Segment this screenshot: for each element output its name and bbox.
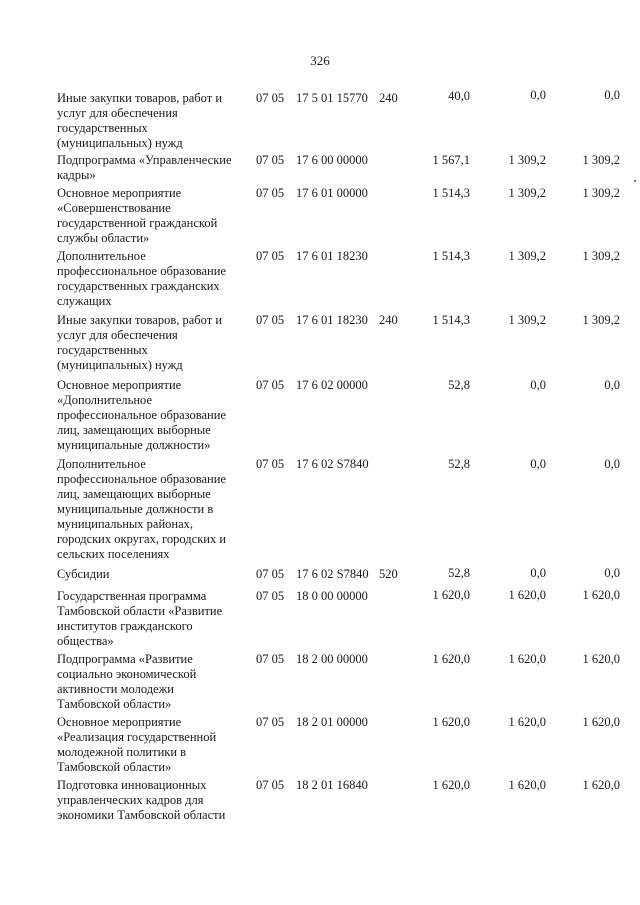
row-v2021: 1 620,0: [432, 778, 470, 792]
row-v2023: 1 620,0: [582, 778, 620, 792]
row-name-line: муниципальных районах,: [57, 517, 194, 531]
row-name: [57, 249, 249, 309]
row-v2022: 1 620,0: [508, 652, 546, 666]
row-name: [57, 153, 249, 183]
row-name-line: управленческих кадров для: [57, 793, 204, 807]
row-name-line: Иные закупки товаров, работ и: [57, 313, 223, 327]
row-name-line: Дополнительное: [57, 249, 146, 263]
row-v2023: 0,0: [604, 457, 620, 471]
row-section: 07 05: [256, 457, 285, 471]
row-name: [57, 313, 249, 373]
row-target: 17 6 01 18230: [296, 313, 368, 327]
row-target: 17 6 01 18230: [296, 249, 368, 263]
row-name-line: служащих: [57, 294, 112, 308]
row-name-line: общества»: [57, 634, 114, 648]
edge-mark: [634, 180, 636, 182]
row-name-line: сельских поселениях: [57, 547, 170, 561]
row-section: 07 05: [256, 652, 285, 666]
row-v2021: 52,8: [448, 566, 470, 580]
row-v2023: 0,0: [604, 88, 620, 102]
row-name: [57, 186, 249, 246]
row-v2021: 1 514,3: [432, 249, 470, 263]
row-section: 07 05: [256, 91, 285, 105]
row-name-line: услуг для обеспечения: [57, 328, 178, 342]
row-name: [57, 778, 249, 823]
row-name-line: Подпрограмма «Развитие: [57, 652, 193, 666]
row-name-line: муниципальные должности в: [57, 502, 214, 516]
row-name-line: профессиональное образование: [57, 408, 226, 422]
row-v2023: 0,0: [604, 378, 620, 392]
row-section: 07 05: [256, 567, 285, 581]
row-name-line: государственной гражданской: [57, 216, 218, 230]
row-v2021: 40,0: [448, 89, 470, 103]
row-name-line: профессиональное образование: [57, 472, 226, 486]
row-name-line: Основное мероприятие: [57, 715, 182, 729]
row-section: 07 05: [256, 153, 285, 167]
row-v2021: 1 620,0: [432, 588, 470, 602]
row-v2021: 1 620,0: [432, 715, 470, 729]
row-v2023: 1 309,2: [582, 313, 620, 327]
row-target: 17 6 00 00000: [296, 153, 368, 167]
row-v2022: 1 309,2: [508, 249, 546, 263]
row-name-line: профессиональное образование: [57, 264, 226, 278]
row-name-line: «Реализация государственной: [57, 730, 217, 744]
row-v2022: 0,0: [530, 566, 546, 580]
row-section: 07 05: [256, 778, 285, 792]
row-name: [57, 457, 249, 562]
row-target: 18 2 01 16840: [296, 778, 368, 792]
row-target: 17 6 02 S7840: [296, 567, 369, 581]
row-name-line: Тамбовской области»: [57, 760, 172, 774]
row-name-line: муниципальные должности»: [57, 438, 211, 452]
row-v2022: 0,0: [530, 88, 546, 102]
row-name-line: (муниципальных) нужд: [57, 358, 183, 372]
row-name-line: Государственная программа: [57, 589, 207, 603]
row-name-line: городских округах, городских и: [57, 532, 227, 546]
row-kind: 240: [379, 313, 398, 327]
row-name-line: государственных: [57, 343, 148, 357]
row-section: 07 05: [256, 589, 285, 603]
row-v2023: 1 309,2: [582, 249, 620, 263]
row-v2023: 1 309,2: [582, 153, 620, 167]
row-name-line: лиц, замещающих выборные: [57, 423, 211, 437]
row-target: 18 2 00 00000: [296, 652, 368, 666]
row-section: 07 05: [256, 186, 285, 200]
row-name-line: кадры»: [57, 168, 96, 182]
row-name: [57, 378, 249, 453]
row-v2021: 1 514,3: [432, 186, 470, 200]
row-v2021: 1 567,1: [432, 153, 470, 167]
row-name-line: (муниципальных) нужд: [57, 136, 183, 150]
row-v2022: 1 620,0: [508, 778, 546, 792]
row-v2021: 1 620,0: [432, 652, 470, 666]
row-name-line: «Совершенствование: [57, 201, 171, 215]
row-name: [57, 652, 249, 712]
row-name-line: экономики Тамбовской области: [57, 808, 226, 822]
row-section: 07 05: [256, 715, 285, 729]
row-name-line: Подготовка инновационных: [57, 778, 207, 792]
row-name-line: социально экономической: [57, 667, 197, 681]
row-section: 07 05: [256, 313, 285, 327]
row-name-line: Основное мероприятие: [57, 186, 182, 200]
row-v2023: 1 620,0: [582, 652, 620, 666]
row-v2022: 0,0: [530, 378, 546, 392]
row-name: [57, 715, 249, 775]
row-name-line: государственных: [57, 121, 148, 135]
row-v2021: 52,8: [448, 378, 470, 392]
row-name-line: активности молодежи: [57, 682, 174, 696]
row-name-line: лиц, замещающих выборные: [57, 487, 211, 501]
row-name-line: службы области»: [57, 231, 150, 245]
row-v2022: 1 309,2: [508, 186, 546, 200]
row-name-line: государственных гражданских: [57, 279, 220, 293]
row-name-line: молодежной политики в: [57, 745, 187, 759]
row-kind: 240: [379, 91, 398, 105]
row-v2023: 1 620,0: [582, 715, 620, 729]
row-name-line: «Дополнительное: [57, 393, 153, 407]
row-name-line: институтов гражданского: [57, 619, 193, 633]
row-v2021: 52,8: [448, 457, 470, 471]
row-v2022: 0,0: [530, 457, 546, 471]
row-name-line: Подпрограмма «Управленческие: [57, 153, 232, 167]
row-target: 17 6 01 00000: [296, 186, 368, 200]
row-target: 18 2 01 00000: [296, 715, 368, 729]
row-name-line: Тамбовской области «Развитие: [57, 604, 223, 618]
row-name-line: Иные закупки товаров, работ и: [57, 91, 223, 105]
row-target: 18 0 00 00000: [296, 589, 368, 603]
row-name-line: услуг для обеспечения: [57, 106, 178, 120]
row-name-line: Основное мероприятие: [57, 378, 182, 392]
row-v2023: 0,0: [604, 566, 620, 580]
row-section: 07 05: [256, 378, 285, 392]
row-name-line: Субсидии: [57, 567, 110, 581]
row-v2021: 1 514,3: [432, 313, 470, 327]
row-v2022: 1 620,0: [508, 588, 546, 602]
row-name: [57, 589, 249, 649]
row-target: 17 6 02 00000: [296, 378, 368, 392]
row-v2022: 1 620,0: [508, 715, 546, 729]
row-v2023: 1 309,2: [582, 186, 620, 200]
row-v2022: 1 309,2: [508, 313, 546, 327]
row-target: 17 5 01 15770: [296, 91, 368, 105]
row-name-line: Дополнительное: [57, 457, 146, 471]
row-target: 17 6 02 S7840: [296, 457, 369, 471]
row-name: [57, 91, 249, 151]
row-v2022: 1 309,2: [508, 153, 546, 167]
row-v2023: 1 620,0: [582, 588, 620, 602]
row-kind: 520: [379, 567, 398, 581]
row-name-line: Тамбовской области»: [57, 697, 172, 711]
page-number: 326: [310, 53, 330, 68]
row-section: 07 05: [256, 249, 285, 263]
row-name: [57, 567, 249, 582]
